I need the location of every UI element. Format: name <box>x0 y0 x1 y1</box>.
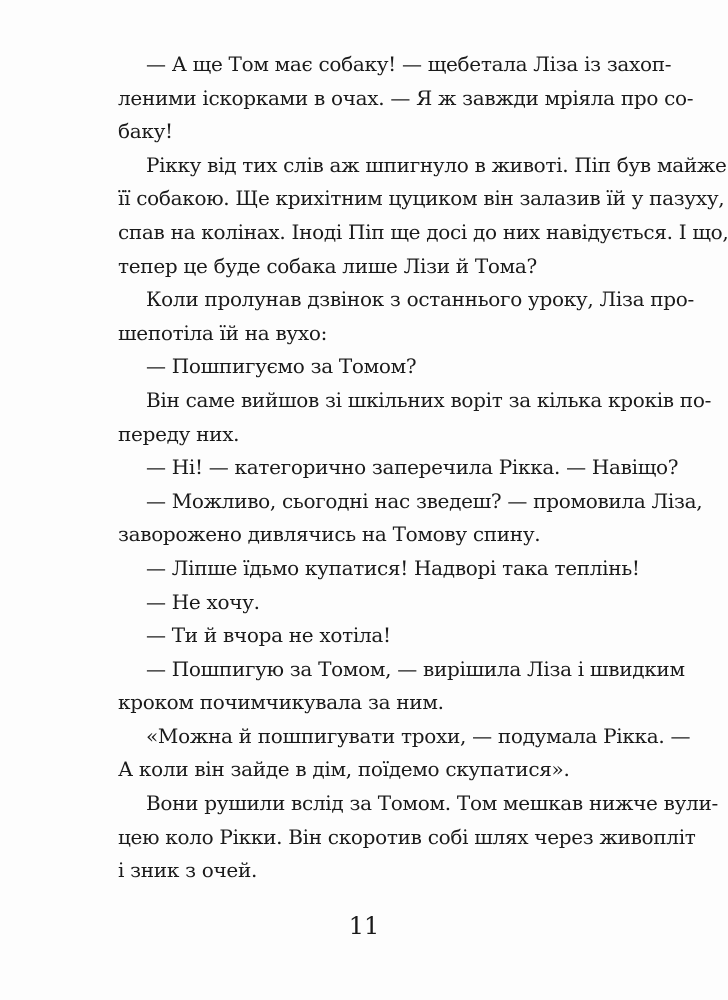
text-line: А коли він зайде в дім, поїдемо скупатися». <box>118 757 570 782</box>
text-line: Коли пролунав дзвінок з останнього уроку, Ліза про- <box>146 287 695 312</box>
paragraph <box>118 720 691 787</box>
paragraph <box>118 619 660 653</box>
paragraph <box>118 552 660 586</box>
paragraph <box>118 384 712 451</box>
text-line: «Можна й пошпигувати трохи, — подумала Рікка. — <box>146 723 691 748</box>
text-line: тепер це буде собака лише Лізи й Тома? <box>118 253 537 278</box>
text-line: — Пошпигую за Томом, — вирішила Ліза і швидким <box>146 656 685 681</box>
page-text <box>118 48 728 888</box>
text-line: цею коло Рікки. Він скоротив собі шлях через живопліт <box>118 824 696 849</box>
text-line: заворожено дивлячись на Томову спину. <box>118 522 541 547</box>
text-line: — Можливо, сьогодні нас зведеш? — промовила Ліза, <box>146 488 703 513</box>
text-line: леними іскорками в очах. — Я ж завжди мріяла про со- <box>118 85 694 110</box>
paragraph <box>118 586 660 620</box>
text-line: Вони рушили вслід за Томом. Том мешкав нижче вули- <box>146 791 718 816</box>
text-line: переду них. <box>118 421 240 446</box>
text-line: шепотіла їй на вухо: <box>118 320 328 345</box>
text-line: — Ні! — категорично заперечила Рікка. — Навіщо? <box>146 455 679 480</box>
paragraph <box>118 283 695 350</box>
text-line: — Не хочу. <box>146 589 260 614</box>
page-number: 11 <box>348 912 380 940</box>
paragraph <box>118 48 694 149</box>
paragraph <box>118 787 718 888</box>
paragraph <box>118 451 679 485</box>
text-line: — Ліпше їдьмо купатися! Надворі така теплінь! <box>146 555 640 580</box>
text-line: — Ти й вчора не хотіла! <box>146 623 391 648</box>
text-line: — Пошпигуємо за Томом? <box>146 354 417 379</box>
text-line: — А ще Том має собаку! — щебетала Ліза із захоп- <box>146 52 672 76</box>
text-line: її собакою. Ще крихітним цуциком він залазив їй у пазуху, <box>118 186 725 211</box>
paragraph <box>118 149 728 283</box>
text-line: Він саме вийшов зі шкільних воріт за кілька кроків по- <box>146 387 712 412</box>
text-line: кроком почимчикувала за ним. <box>118 690 444 715</box>
paragraph <box>118 350 660 384</box>
text-line: Рікку від тих слів аж шпигнуло в животі. Піп був майже <box>146 152 727 177</box>
paragraph <box>118 653 685 720</box>
text-line: і зник з очей. <box>118 858 258 883</box>
text-line: баку! <box>118 119 173 144</box>
text-line: спав на колінах. Іноді Піп ще досі до них навідується. І що, <box>118 219 728 244</box>
paragraph <box>118 485 703 552</box>
